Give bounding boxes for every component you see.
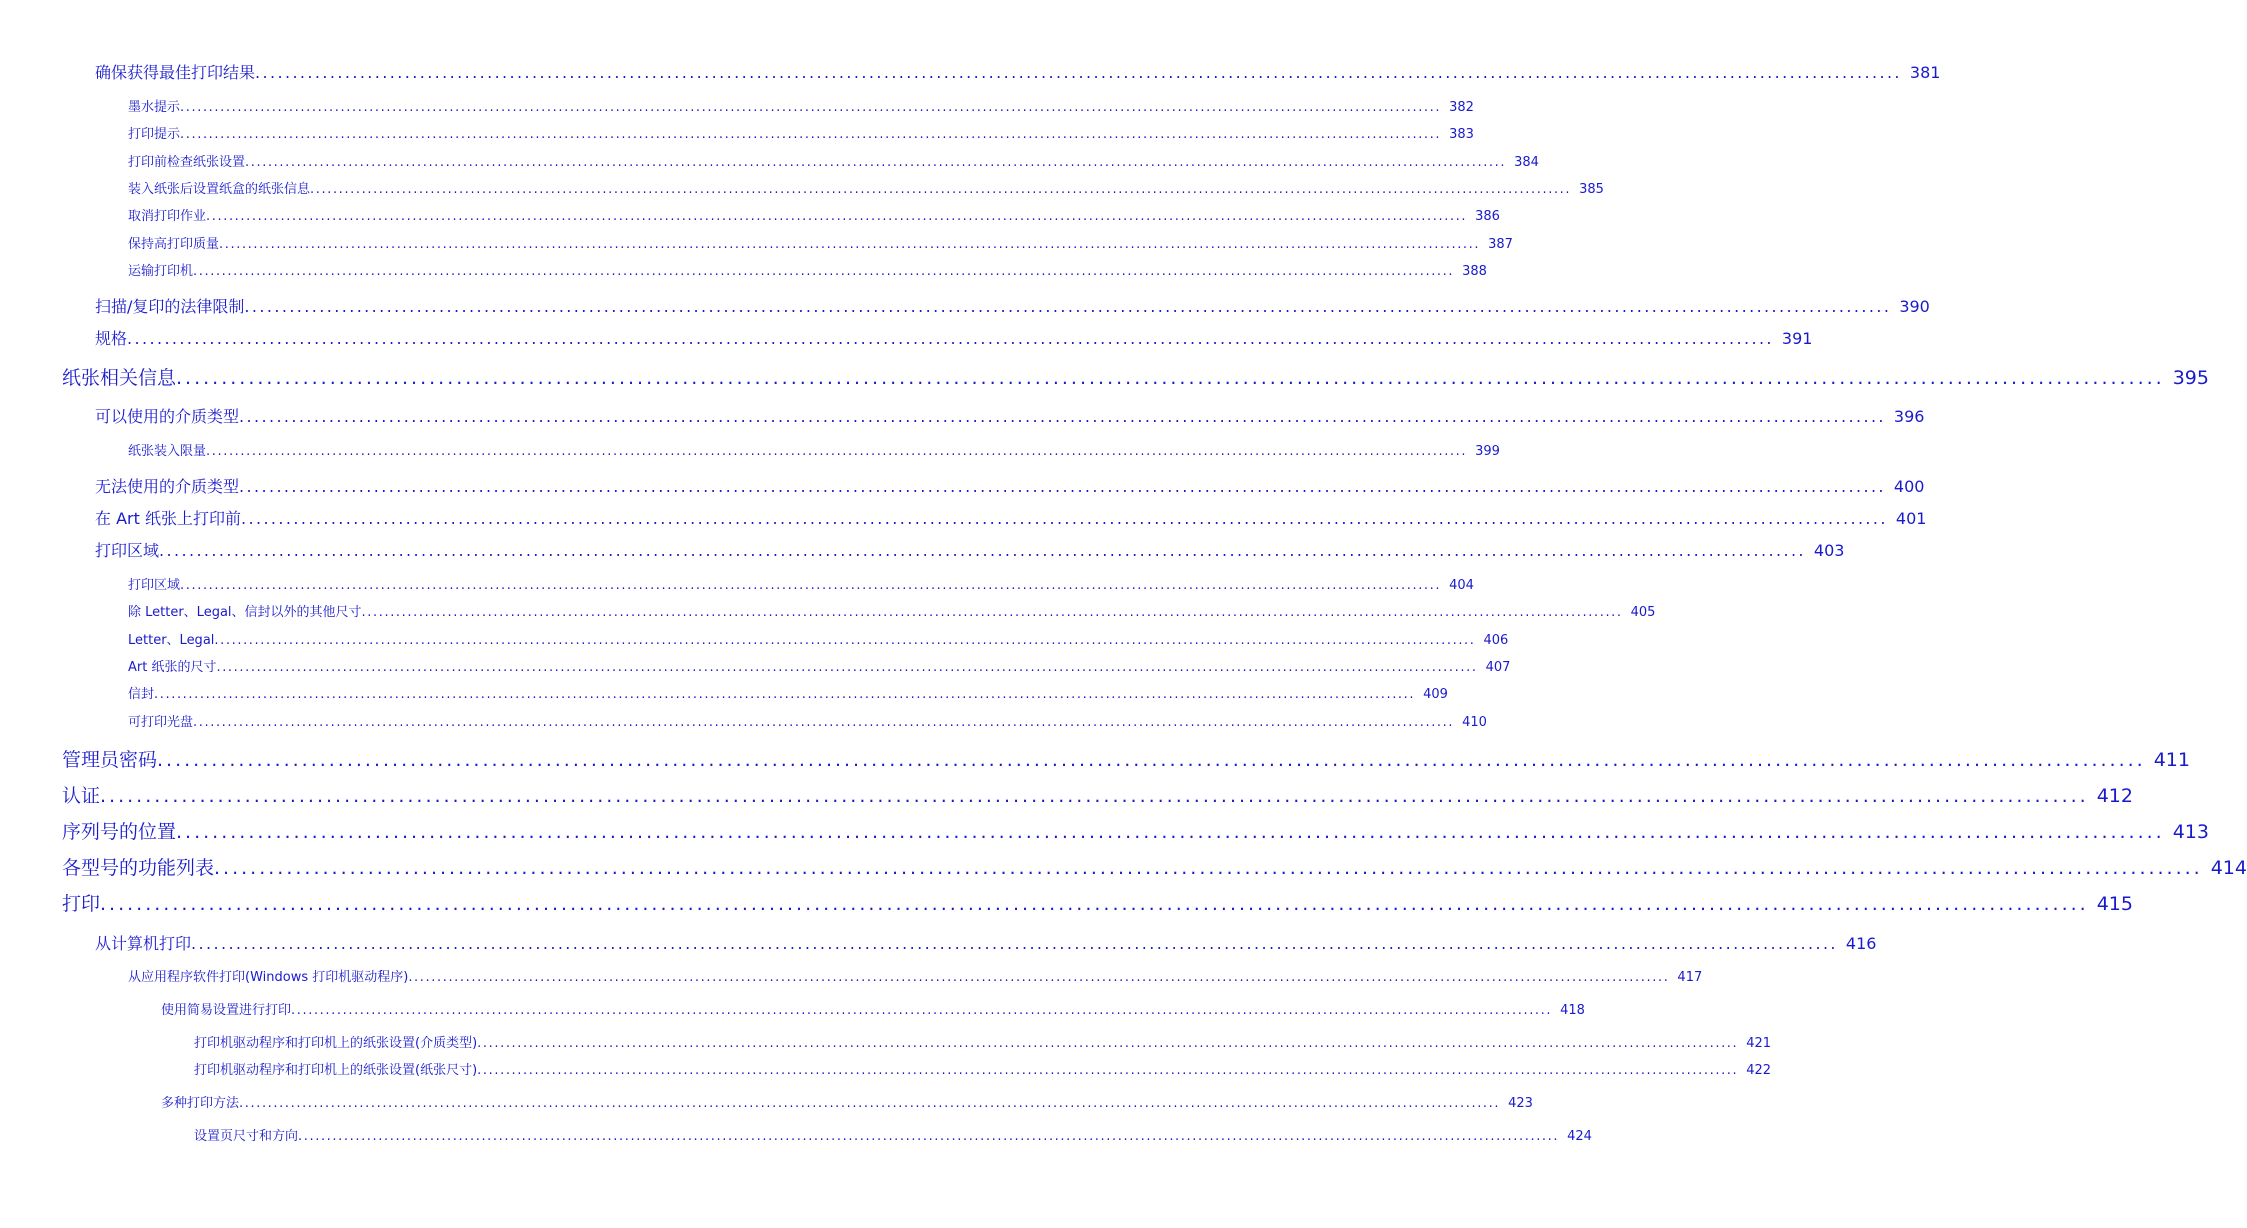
- toc-entry-page-number: 421: [1746, 1036, 1772, 1051]
- toc-entry[interactable]: [95, 407, 1925, 426]
- toc-entry-title: 可以使用的介质类型: [95, 407, 240, 426]
- dot-leader: ............................................................................................................................................................................................................................: [100, 785, 2089, 807]
- toc-entry-page-number: 412: [2096, 785, 2133, 807]
- dot-leader: ............................................................................................................................................................................................................................: [214, 633, 1476, 648]
- toc-entry[interactable]: [62, 821, 2209, 844]
- toc-entry[interactable]: [95, 63, 1941, 82]
- toc-entry-page-number: 403: [1813, 541, 1845, 560]
- dot-leader: ............................................................................................................................................................................................................................: [176, 367, 2165, 389]
- dot-leader: ............................................................................................................................................................................................................................: [206, 209, 1468, 224]
- toc-entry-title: 墨水提示: [128, 100, 181, 115]
- toc-entry[interactable]: [128, 715, 1487, 731]
- toc-entry-title: 设置页尺寸和方向: [194, 1129, 299, 1144]
- toc-entry-title: 除 Letter、Legal、信封以外的其他尺寸: [128, 605, 362, 620]
- toc-entry-page-number: 405: [1630, 605, 1656, 620]
- toc-entry-title: 从应用程序软件打印(Windows 打印机驱动程序): [128, 970, 409, 985]
- toc-entry-page-number: 387: [1488, 237, 1513, 252]
- dot-leader: ............................................................................................................................................................................................................................: [477, 1036, 1739, 1051]
- toc-entry[interactable]: [128, 127, 1474, 143]
- dot-leader: ............................................................................................................................................................................................................................: [298, 1129, 1560, 1144]
- toc-entry-title: 纸张装入限量: [128, 444, 207, 459]
- dot-leader: ............................................................................................................................................................................................................................: [477, 1063, 1739, 1078]
- toc-entry[interactable]: [95, 541, 1845, 560]
- toc-entry[interactable]: [128, 660, 1511, 676]
- toc-entry-page-number: 411: [2153, 749, 2190, 771]
- toc-entry[interactable]: [62, 785, 2133, 808]
- toc-entry-title: 打印机驱动程序和打印机上的纸张设置(介质类型): [194, 1036, 478, 1051]
- toc-entry[interactable]: [128, 444, 1500, 460]
- toc-entry-title: 打印提示: [128, 127, 181, 142]
- toc-entry-page-number: 399: [1475, 444, 1500, 459]
- toc-entry-title: 管理员密码: [62, 749, 158, 771]
- toc-entry-title: 在 Art 纸张上打印前: [95, 509, 241, 528]
- toc-entry-title: 打印区域: [95, 541, 160, 560]
- dot-leader: ............................................................................................................................................................................................................................: [180, 127, 1442, 142]
- toc-entry[interactable]: [128, 970, 1703, 986]
- toc-entry-page-number: 422: [1746, 1063, 1772, 1078]
- toc-entry-page-number: 385: [1579, 182, 1604, 197]
- dot-leader: ............................................................................................................................................................................................................................: [127, 329, 1774, 348]
- dot-leader: ............................................................................................................................................................................................................................: [100, 893, 2089, 915]
- toc-entry-page-number: 381: [1909, 63, 1941, 82]
- dot-leader: ............................................................................................................................................................................................................................: [180, 100, 1442, 115]
- dot-leader: ............................................................................................................................................................................................................................: [180, 578, 1442, 593]
- toc-entry-title: 装入纸张后设置纸盒的纸张信息: [128, 182, 311, 197]
- toc-entry-page-number: 415: [2096, 893, 2133, 915]
- toc-entry[interactable]: [62, 749, 2190, 772]
- toc-entry[interactable]: [95, 509, 1927, 528]
- toc-entry-page-number: 384: [1514, 155, 1539, 170]
- dot-leader: ............................................................................................................................................................................................................................: [291, 1003, 1553, 1018]
- toc-entry[interactable]: [128, 237, 1513, 253]
- dot-leader: ............................................................................................................................................................................................................................: [240, 509, 1888, 528]
- dot-leader: ............................................................................................................................................................................................................................: [408, 970, 1670, 985]
- dot-leader: ............................................................................................................................................................................................................................: [216, 660, 1478, 675]
- toc-entry[interactable]: [95, 477, 1925, 496]
- dot-leader: ............................................................................................................................................................................................................................: [214, 857, 2203, 879]
- toc-entry-title: 可打印光盘: [128, 715, 194, 730]
- toc-entry-page-number: 391: [1781, 329, 1813, 348]
- toc-entry[interactable]: [62, 857, 2247, 880]
- toc-entry-page-number: 409: [1423, 687, 1448, 702]
- dot-leader: ............................................................................................................................................................................................................................: [219, 237, 1481, 252]
- toc-entry[interactable]: [161, 1096, 1533, 1112]
- toc-entry-title: 各型号的功能列表: [62, 857, 215, 879]
- toc-entry-title: 扫描/复印的法律限制: [95, 297, 245, 316]
- toc-entry[interactable]: [128, 605, 1656, 621]
- dot-leader: ............................................................................................................................................................................................................................: [193, 715, 1455, 730]
- dot-leader: ............................................................................................................................................................................................................................: [244, 297, 1892, 316]
- toc-entry-page-number: 400: [1893, 477, 1925, 496]
- toc-entry-title: 打印区域: [128, 578, 181, 593]
- toc-entry[interactable]: [128, 264, 1487, 280]
- toc-entry-page-number: 383: [1449, 127, 1474, 142]
- toc-entry[interactable]: [128, 182, 1604, 198]
- toc-entry-page-number: 390: [1899, 297, 1930, 316]
- toc-entry-title: 确保获得最佳打印结果: [95, 63, 256, 82]
- toc-entry-page-number: 407: [1485, 660, 1511, 675]
- toc-entry-title: 保持高打印质量: [128, 237, 220, 252]
- dot-leader: ............................................................................................................................................................................................................................: [239, 407, 1886, 426]
- toc-entry[interactable]: [161, 1003, 1585, 1019]
- toc-entry[interactable]: [128, 209, 1500, 225]
- toc-entry-page-number: 404: [1449, 578, 1474, 593]
- toc-entry-title: 无法使用的介质类型: [95, 477, 240, 496]
- toc-entry-page-number: 414: [2210, 857, 2247, 879]
- toc-entry[interactable]: [128, 578, 1474, 594]
- toc-entry[interactable]: [62, 893, 2133, 916]
- dot-leader: ............................................................................................................................................................................................................................: [159, 541, 1806, 560]
- dot-leader: ............................................................................................................................................................................................................................: [191, 934, 1838, 953]
- toc-entry-page-number: 382: [1449, 100, 1474, 115]
- toc-entry-title: 打印机驱动程序和打印机上的纸张设置(纸张尺寸): [194, 1063, 478, 1078]
- toc-entry-title: 使用简易设置进行打印: [161, 1003, 292, 1018]
- toc-entry[interactable]: [194, 1063, 1772, 1079]
- toc-entry[interactable]: [128, 155, 1539, 171]
- toc-entry-page-number: 406: [1483, 633, 1509, 648]
- toc-entry[interactable]: [95, 329, 1813, 348]
- toc-entry-page-number: 418: [1560, 1003, 1585, 1018]
- dot-leader: ............................................................................................................................................................................................................................: [361, 605, 1623, 620]
- toc-entry-page-number: 413: [2172, 821, 2209, 843]
- toc-entry-page-number: 423: [1508, 1096, 1533, 1111]
- toc-entry-title: 信封: [128, 687, 155, 702]
- toc-entry-page-number: 416: [1845, 934, 1877, 953]
- toc-entry-title: 运输打印机: [128, 264, 194, 279]
- toc-entry-title: Letter、Legal: [128, 633, 215, 648]
- dot-leader: ............................................................................................................................................................................................................................: [239, 1096, 1501, 1111]
- toc-entry-page-number: 396: [1893, 407, 1925, 426]
- dot-leader: ............................................................................................................................................................................................................................: [310, 182, 1572, 197]
- toc-entry-title: 取消打印作业: [128, 209, 207, 224]
- dot-leader: ............................................................................................................................................................................................................................: [206, 444, 1468, 459]
- toc-entry-page-number: 401: [1895, 509, 1927, 528]
- dot-leader: ............................................................................................................................................................................................................................: [193, 264, 1455, 279]
- toc-entry[interactable]: [95, 934, 1877, 953]
- toc-entry-page-number: 388: [1462, 264, 1487, 279]
- toc-entry-title: 打印: [62, 893, 101, 915]
- toc-entry-title: 打印前检查纸张设置: [128, 155, 246, 170]
- toc-entry[interactable]: [194, 1129, 1592, 1145]
- toc-entry[interactable]: [128, 633, 1509, 649]
- toc-entry-page-number: 386: [1475, 209, 1500, 224]
- dot-leader: ............................................................................................................................................................................................................................: [255, 63, 1902, 82]
- toc-entry[interactable]: [128, 100, 1474, 116]
- dot-leader: ............................................................................................................................................................................................................................: [245, 155, 1507, 170]
- toc-entry-title: 多种打印方法: [161, 1096, 240, 1111]
- toc-entry[interactable]: [95, 297, 1930, 316]
- toc-entry-title: 纸张相关信息: [62, 367, 177, 389]
- toc-entry-page-number: 410: [1462, 715, 1487, 730]
- dot-leader: ............................................................................................................................................................................................................................: [176, 821, 2165, 843]
- toc-entry[interactable]: [62, 367, 2209, 390]
- toc-entry-page-number: 424: [1567, 1129, 1592, 1144]
- toc-entry[interactable]: [128, 687, 1448, 703]
- toc-entry-title: 认证: [62, 785, 101, 807]
- toc-entry-title: Art 纸张的尺寸: [128, 660, 217, 675]
- dot-leader: ............................................................................................................................................................................................................................: [157, 749, 2146, 771]
- dot-leader: ............................................................................................................................................................................................................................: [239, 477, 1886, 496]
- toc-entry-page-number: 417: [1677, 970, 1703, 985]
- toc-entry-page-number: 395: [2172, 367, 2209, 389]
- toc-entry-title: 规格: [95, 329, 128, 348]
- toc-entry-title: 从计算机打印: [95, 934, 192, 953]
- dot-leader: ............................................................................................................................................................................................................................: [154, 687, 1416, 702]
- toc-entry-title: 序列号的位置: [62, 821, 177, 843]
- toc-entry[interactable]: [194, 1036, 1772, 1052]
